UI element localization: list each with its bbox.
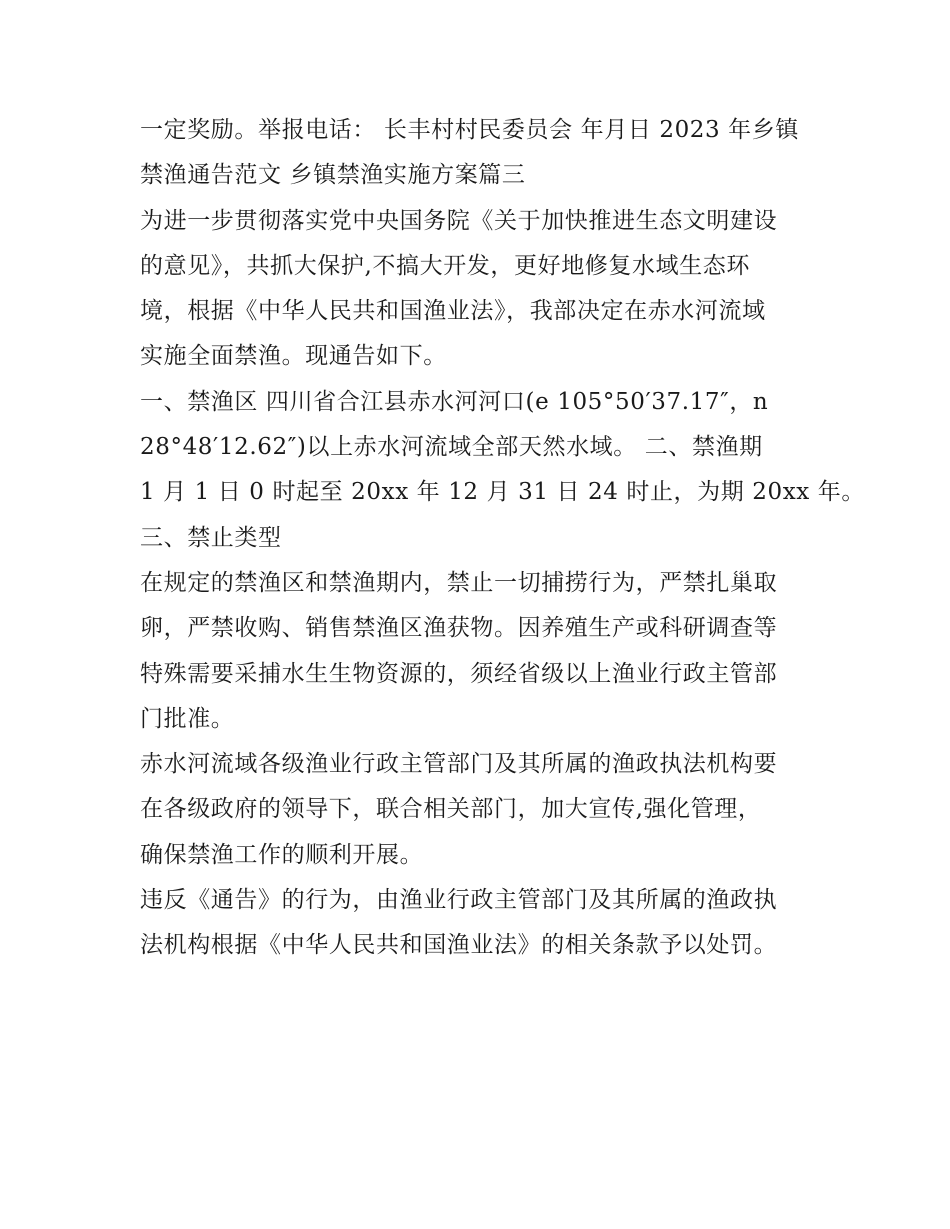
text-line: 在各级政府的领导下，联合相关部门，加大宣传,强化管理， — [140, 796, 762, 823]
text-line: 禁渔通告范文 乡镇禁渔实施方案篇三 — [140, 162, 526, 189]
text-line: 赤水河流域各级渔业行政主管部门及其所属的渔政执法机构要 — [140, 751, 778, 778]
text-line: 确保禁渔工作的顺利开展。 — [140, 841, 424, 868]
text-line: 卵，严禁收购、销售禁渔区渔获物。因养殖生产或科研调查等 — [140, 615, 778, 642]
text-line: 一定奖励。举报电话： 长丰村村民委员会 年月日 2023 年乡镇 — [140, 117, 799, 143]
text-line: 一、禁渔区 四川省合江县赤水河河口(e 105°50′37.17″，n — [140, 388, 769, 415]
text-line: 的意见》，共抓大保护,不搞大开发，更好地修复水域生态环 — [140, 252, 751, 279]
text-line: 法机构根据《中华人民共和国渔业法》的相关条款予以处罚。 — [140, 932, 778, 959]
text-line: 1 月 1 日 0 时起至 20xx 年 12 月 31 日 24 时止，为期 20xx 年。 — [140, 479, 865, 506]
text-line: 门批准。 — [140, 705, 235, 732]
section-heading: 三、禁止类型 — [140, 524, 282, 551]
document-body — [140, 108, 865, 969]
text-line: 为进一步贯彻落实党中央国务院《关于加快推进生态文明建设 — [140, 207, 778, 234]
text-line: 实施全面禁渔。现通告如下。 — [140, 343, 447, 370]
text-line: 28°48′12.62″)以上赤水河流域全部天然水域。 二、禁渔期 — [140, 434, 763, 461]
text-line: 违反《通告》的行为，由渔业行政主管部门及其所属的渔政执 — [140, 887, 778, 914]
text-line: 在规定的禁渔区和禁渔期内，禁止一切捕捞行为，严禁扎巢取 — [140, 569, 778, 596]
text-line: 特殊需要采捕水生生物资源的，须经省级以上渔业行政主管部 — [140, 660, 778, 687]
text-line: 境，根据《中华人民共和国渔业法》，我部决定在赤水河流域 — [140, 298, 766, 325]
